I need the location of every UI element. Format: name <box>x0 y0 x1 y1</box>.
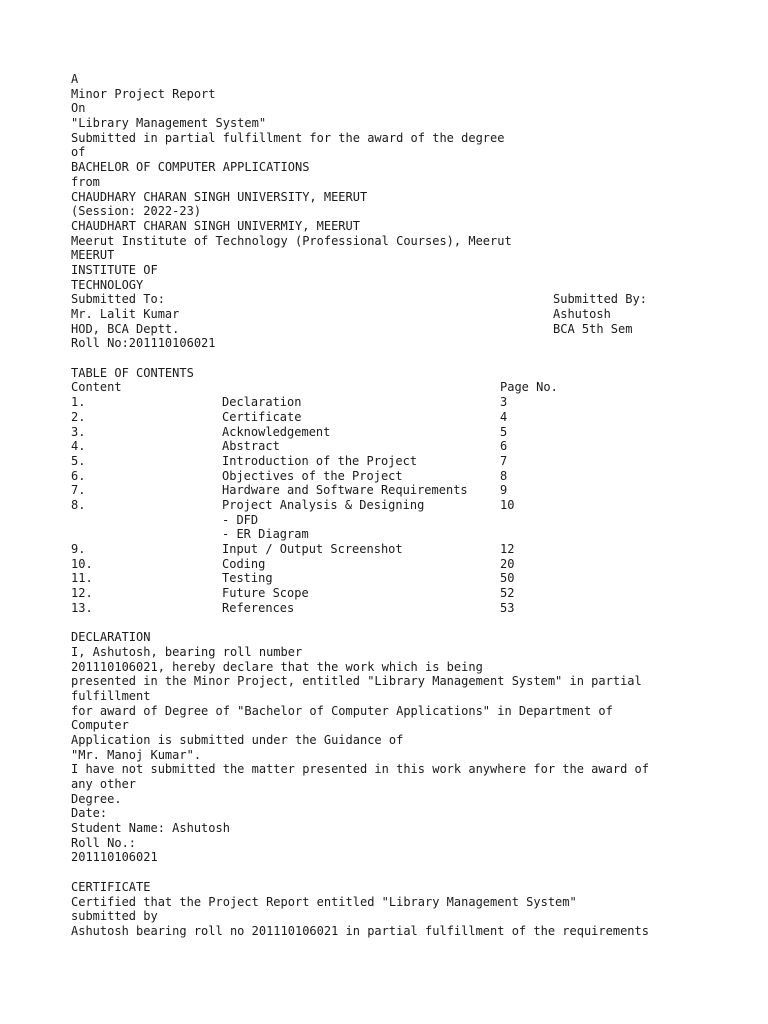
submitted-to-dept: HOD, BCA Deptt. <box>71 321 180 336</box>
toc-sub-item-label: - ER Diagram <box>222 527 309 542</box>
toc-row-number: 10. <box>71 556 93 571</box>
toc-row-title: Abstract <box>222 439 280 454</box>
toc-row <box>71 425 711 440</box>
roll-number: Roll No:201110106021 <box>71 336 216 351</box>
toc-row <box>71 410 711 425</box>
toc-row-title: Future Scope <box>222 586 309 601</box>
toc-row-number: 1. <box>71 395 86 410</box>
toc-row-page: 5 <box>500 424 508 439</box>
declaration-line: 201110106021 <box>71 850 158 865</box>
toc-row-number: 2. <box>71 409 86 424</box>
toc-row-title: Introduction of the Project <box>222 453 418 468</box>
declaration-line: Computer <box>71 718 129 733</box>
declaration-line: Degree. <box>71 791 122 806</box>
toc-sub-item <box>71 513 711 528</box>
toc-sub-item-label: - DFD <box>222 512 259 527</box>
submission-row <box>71 292 711 307</box>
toc-row <box>71 395 711 410</box>
certificate-heading: CERTIFICATE <box>71 879 151 894</box>
toc-row <box>71 483 711 498</box>
toc-row <box>71 571 711 586</box>
cover-line: (Session: 2022-23) <box>71 204 202 219</box>
toc-page-label: Page No. <box>500 380 558 395</box>
toc-row-page: 12 <box>500 542 515 556</box>
cover-line: INSTITUTE OF <box>71 262 158 277</box>
toc-row <box>71 439 711 454</box>
toc-header-row <box>71 380 711 395</box>
declaration-line: Date: <box>71 806 108 821</box>
declaration-line: presented in the Minor Project, entitled "Library Management System" in partial <box>71 674 642 689</box>
submitted-by-name: Ashutosh <box>553 307 611 321</box>
toc-row-page: 6 <box>500 439 508 454</box>
cover-line: Meerut Institute of Technology (Professional Courses), Meerut <box>71 233 512 248</box>
declaration-line: Roll No.: <box>71 835 137 850</box>
toc-row-number: 9. <box>71 542 86 556</box>
toc-rows <box>71 542 711 615</box>
submitted-by-label: Submitted By: <box>553 292 647 307</box>
toc-row <box>71 601 711 616</box>
toc-row-number: 3. <box>71 424 86 439</box>
toc-row-page: 53 <box>500 600 515 615</box>
toc-row-title: Testing <box>222 571 273 586</box>
declaration-line: I, Ashutosh, bearing roll number <box>71 644 303 659</box>
toc-row-title: Project Analysis & Designing <box>222 497 425 512</box>
submitted-to-label: Submitted To: <box>71 292 165 307</box>
cover-line: MEERUT <box>71 248 115 263</box>
toc-row-page: 20 <box>500 556 515 571</box>
toc-sub-item <box>71 527 711 542</box>
cover-line: CHAUDHARY CHARAN SINGH UNIVERSITY, MEERUT <box>71 189 368 204</box>
toc-content-label: Content <box>71 380 122 395</box>
toc-row <box>71 542 711 557</box>
toc-row-number: 4. <box>71 439 86 454</box>
toc-row-page: 7 <box>500 453 508 468</box>
toc-row <box>71 454 711 469</box>
declaration-line: fulfillment <box>71 688 151 703</box>
declaration-line: "Mr. Manoj Kumar". <box>71 747 202 762</box>
cover-line: TECHNOLOGY <box>71 277 144 292</box>
toc-row-title: References <box>222 600 295 615</box>
cover-line: On <box>71 101 86 116</box>
toc-rows <box>71 395 711 513</box>
toc-row-page: 4 <box>500 409 508 424</box>
toc-row-number: 6. <box>71 468 86 483</box>
toc-row <box>71 586 711 601</box>
toc-row-title: Objectives of the Project <box>222 468 403 483</box>
toc-row-page: 3 <box>500 395 508 410</box>
cover-line: Submitted in partial fulfillment for the award of the degree <box>71 130 505 145</box>
cover-line: CHAUDHART CHARAN SINGH UNIVERMIY, MEERUT <box>71 218 360 233</box>
declaration-line: Application is submitted under the Guidance of <box>71 732 404 747</box>
toc-row-page: 9 <box>500 483 508 498</box>
toc-row-number: 8. <box>71 497 86 512</box>
certificate-section <box>71 880 711 939</box>
declaration-heading: DECLARATION <box>71 630 151 645</box>
cover-line: of <box>71 145 86 160</box>
document-page <box>71 72 711 939</box>
toc-row-title: Coding <box>222 556 266 571</box>
declaration-line: I have not submitted the matter presented in this work anywhere for the award of <box>71 762 649 777</box>
declaration-line: 201110106021, hereby declare that the work which is being <box>71 659 483 674</box>
toc-row-page: 52 <box>500 586 515 601</box>
submitted-to-name: Mr. Lalit Kumar <box>71 307 180 321</box>
toc-row-number: 5. <box>71 453 86 468</box>
cover-section <box>71 72 711 351</box>
submission-row <box>71 307 711 322</box>
declaration-body <box>71 645 711 865</box>
toc-row-number: 7. <box>71 483 86 498</box>
toc-row-title: Acknowledgement <box>222 424 331 439</box>
declaration-section <box>71 630 711 865</box>
certificate-line: submitted by <box>71 909 158 924</box>
toc-heading: TABLE OF CONTENTS <box>71 365 194 380</box>
toc-row-number: 12. <box>71 586 93 601</box>
submitted-by-sem: BCA 5th Sem <box>553 321 633 336</box>
toc-row-title: Hardware and Software Requirements <box>222 483 468 498</box>
declaration-line: Student Name: Ashutosh <box>71 821 230 836</box>
toc-row-number: 11. <box>71 571 93 586</box>
certificate-line: Certified that the Project Report entitled "Library Management System" <box>71 894 577 909</box>
declaration-line: any other <box>71 777 137 791</box>
toc-row-title: Declaration <box>222 395 302 410</box>
cover-line: from <box>71 174 100 189</box>
toc-row-number: 13. <box>71 600 93 615</box>
toc-row-title: Certificate <box>222 409 302 424</box>
toc-row <box>71 469 711 484</box>
cover-line: BACHELOR OF COMPUTER APPLICATIONS <box>71 160 310 175</box>
toc-row-page: 8 <box>500 468 508 483</box>
toc-row <box>71 557 711 572</box>
cover-line: A <box>71 72 79 86</box>
certificate-body <box>71 895 711 939</box>
toc-row-page: 50 <box>500 571 515 586</box>
toc-row-title: Input / Output Screenshot <box>222 542 403 556</box>
cover-line: "Library Management System" <box>71 116 267 131</box>
toc-row <box>71 498 711 513</box>
submission-row <box>71 322 711 337</box>
certificate-line: Ashutosh bearing roll no 201110106021 in partial fulfillment of the requirements <box>71 923 649 938</box>
toc-row-page: 10 <box>500 497 515 512</box>
table-of-contents <box>71 366 711 616</box>
declaration-line: for award of Degree of "Bachelor of Computer Applications" in Department of <box>71 703 613 718</box>
cover-line: Minor Project Report <box>71 86 216 101</box>
